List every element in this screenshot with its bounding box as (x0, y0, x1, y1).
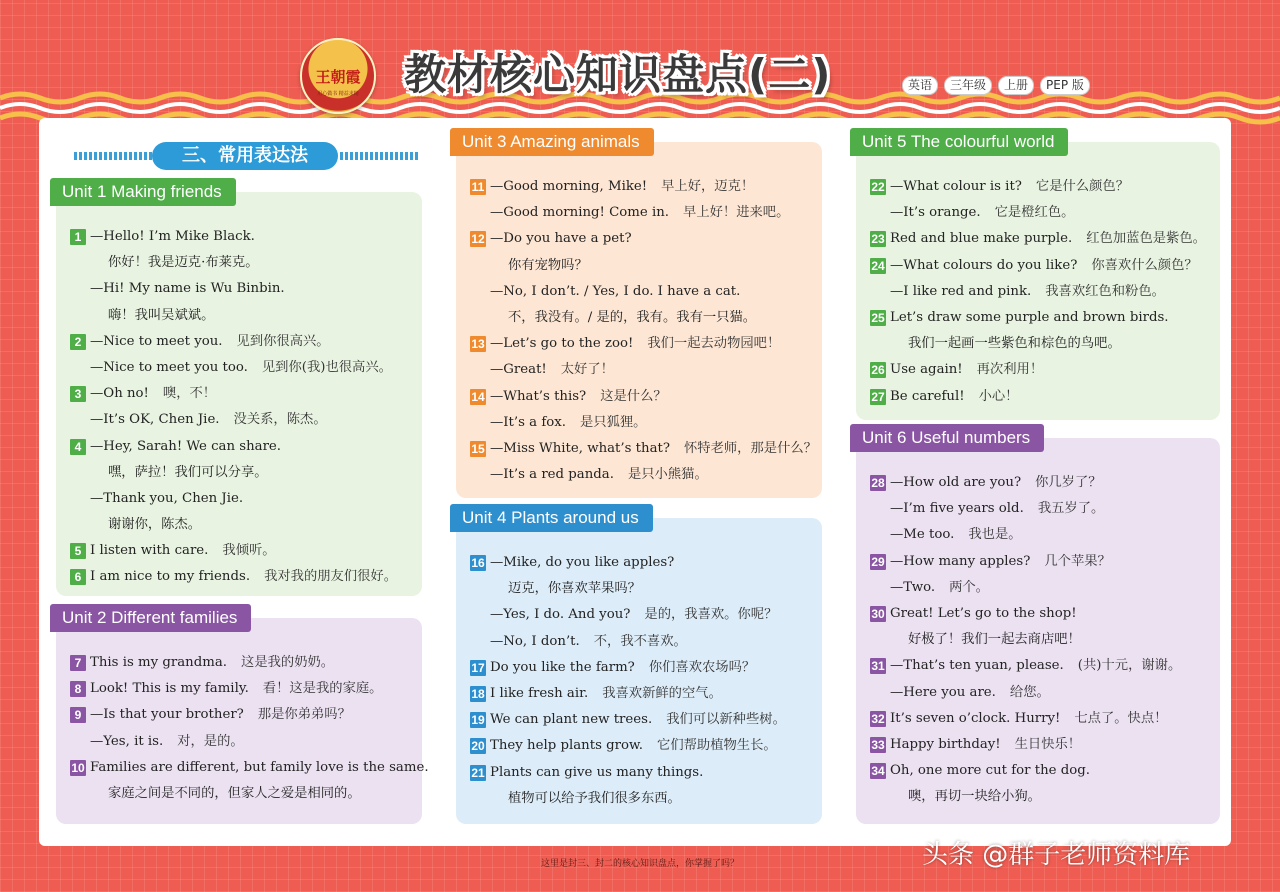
chinese-translation: 小心！ (978, 388, 1019, 404)
chinese-translation: (共)十元，谢谢。 (1077, 658, 1182, 674)
item-number-badge: 6 (70, 569, 86, 585)
chinese-translation: 见到你很高兴。 (236, 333, 330, 349)
item-number-badge: 9 (70, 707, 86, 723)
unit-3-box (456, 132, 822, 498)
footer-note: 这里是封三、封二的核心知识盘点，你掌握了吗？ (540, 859, 739, 869)
sentence-line (70, 407, 414, 433)
chinese-translation: 谢谢你，陈杰。 (108, 517, 202, 533)
english-sentence: I listen with care. (90, 543, 209, 559)
sentence-line (470, 436, 817, 462)
sentence-line (70, 303, 414, 329)
unit-2-lines (70, 650, 429, 807)
chinese-translation: 对，是的。 (177, 733, 244, 749)
english-sentence: We can plant new trees. (490, 712, 653, 728)
chinese-translation: 是的，我喜欢。你呢？ (644, 607, 778, 623)
chinese-translation: 我们一起去动物园吧！ (647, 336, 781, 352)
english-sentence: I like fresh air. (490, 685, 589, 701)
sentence-line (470, 384, 814, 410)
chinese-translation: 这是我的奶奶。 (241, 655, 335, 670)
sentence-line (870, 279, 1212, 305)
item-number-badge: 23 (871, 232, 885, 247)
sentence-line (70, 650, 414, 676)
unit-2-header: Unit 2 Different families (50, 604, 251, 632)
english-sentence: —Here you are. (890, 684, 996, 700)
english-sentence: —It’s a red panda. (490, 467, 614, 483)
english-sentence: —It’s OK, Chen Jie. (90, 412, 220, 428)
english-sentence: Use again! (890, 362, 963, 378)
chinese-translation: 你几岁了？ (1035, 475, 1102, 490)
english-sentence: Oh, one more cut for the dog. (890, 763, 1090, 779)
sentence-line (470, 279, 814, 305)
item-number-badge: 1 (70, 229, 86, 245)
unit-4-lines (470, 550, 814, 812)
english-sentence: Families are different, but family love is the same. (90, 759, 429, 775)
english-sentence: —Good morning, Mike! (490, 179, 648, 194)
sentence-line (70, 329, 414, 355)
sentence-line (470, 629, 814, 655)
sentence-line (870, 384, 1212, 410)
chinese-translation: 我倾听。 (222, 543, 276, 559)
item-number-badge: 27 (871, 389, 885, 404)
item-number-badge: 31 (871, 659, 885, 674)
item-number-badge: 14 (471, 389, 485, 404)
chinese-translation: 嗨！我叫吴斌斌。 (108, 307, 215, 323)
chinese-translation: 给您。 (1009, 684, 1050, 700)
logo-text: 王朝霞 (315, 68, 361, 86)
english-sentence: —Nice to meet you. (90, 333, 223, 349)
sentence-line (70, 355, 414, 381)
chinese-translation: 我也是。 (968, 527, 1022, 543)
item-number-badge: 25 (871, 310, 885, 325)
sentence-line (470, 357, 814, 383)
english-sentence: Do you like the farm? (490, 659, 635, 675)
english-sentence: —What colours do you like? (890, 257, 1078, 273)
item-number-badge: 18 (471, 686, 485, 701)
english-sentence: —Great! (490, 362, 547, 378)
sentence-line (70, 781, 414, 807)
sentence-line (70, 538, 414, 564)
english-sentence: —Hello! I’m Mike Black. (90, 229, 255, 244)
section-title-bar (74, 142, 414, 170)
english-sentence: Happy birthday! (890, 736, 1001, 752)
item-number-badge: 7 (70, 655, 86, 671)
english-sentence: —No, I don’t. (490, 633, 580, 649)
english-sentence: —Hi! My name is Wu Binbin. (90, 281, 285, 297)
unit-3-lines (470, 174, 817, 488)
english-sentence: —Nice to meet you too. (90, 359, 248, 375)
chinese-translation: 嘿，萨拉！我们可以分享。 (108, 464, 268, 480)
sentence-line (870, 357, 1212, 383)
english-sentence: This is my grandma. (90, 655, 228, 670)
english-sentence: —Mike, do you like apples? (490, 555, 675, 570)
chinese-translation: 它是什么颜色？ (1035, 179, 1129, 194)
chinese-translation: 你们喜欢农场吗？ (648, 659, 756, 675)
unit-1-header: Unit 1 Making friends (50, 178, 236, 206)
sentence-line (870, 653, 1212, 679)
sentence-line (870, 253, 1212, 279)
item-number-badge: 29 (871, 554, 885, 569)
sentence-line (870, 522, 1212, 548)
item-number-badge: 10 (71, 760, 85, 775)
chinese-translation: 两个。 (949, 579, 989, 595)
item-number-badge: 26 (871, 363, 885, 378)
english-sentence: —How old are you? (890, 475, 1022, 490)
grade-tag: 三年级 (944, 76, 992, 95)
sentence-line (70, 250, 414, 276)
subject-tags (902, 76, 1090, 95)
sentence-line (470, 760, 814, 786)
unit-4-header: Unit 4 Plants around us (450, 504, 653, 532)
unit-6-header: Unit 6 Useful numbers (850, 424, 1044, 452)
chinese-translation: 红色加蓝色是紫色。 (1086, 231, 1206, 247)
subject-tag: 英语 (902, 76, 938, 95)
sentence-line (470, 576, 814, 602)
sentence-line (870, 174, 1212, 200)
item-number-badge: 21 (471, 765, 485, 780)
sentence-line (870, 200, 1212, 226)
chinese-translation: 你有宠物吗？ (508, 257, 588, 273)
english-sentence: —Hey, Sarah! We can share. (90, 438, 282, 454)
chinese-translation: 太好了！ (560, 362, 614, 378)
chinese-translation: 家庭之间是不同的，但家人之爱是相同的。 (108, 785, 361, 801)
sentence-line (870, 601, 1212, 627)
sentence-line (70, 564, 414, 590)
english-sentence: —What’s this? (490, 388, 587, 404)
english-sentence: —Miss White, what’s that? (490, 440, 670, 456)
chinese-translation: 我对我的朋友们很好。 (264, 569, 398, 585)
sentence-line (70, 434, 414, 460)
unit-6-lines (870, 470, 1212, 810)
item-number-badge: 28 (871, 476, 885, 490)
english-sentence: —What colour is it? (890, 179, 1022, 194)
chinese-translation: 不，我不喜欢。 (593, 633, 687, 649)
english-sentence: —It’s a fox. (490, 414, 566, 430)
sentence-line (470, 410, 814, 436)
sentence-line (870, 496, 1212, 522)
chinese-translation: 是只狐狸。 (579, 414, 647, 430)
english-sentence: —It’s orange. (890, 205, 981, 221)
english-sentence: They help plants grow. (490, 738, 644, 754)
english-sentence: —Oh no! (90, 386, 149, 402)
english-sentence: I am nice to my friends. (90, 569, 251, 585)
sentence-line (70, 381, 414, 407)
sentence-line (70, 702, 414, 728)
sentence-line (70, 486, 414, 512)
item-number-badge: 16 (471, 556, 485, 570)
sentence-line (870, 226, 1212, 252)
chinese-translation: 没关系，陈杰。 (233, 412, 327, 428)
chinese-translation: 见到你(我)也很高兴。 (261, 359, 392, 375)
chinese-translation: 看！这是我的家庭。 (262, 681, 383, 697)
english-sentence: Plants can give us many things. (490, 764, 704, 780)
sentence-line (470, 253, 814, 279)
sentence-line (470, 707, 814, 733)
english-sentence: Look! This is my family. (90, 681, 249, 697)
chinese-translation: 你好！我是迈克·布莱克。 (108, 255, 259, 271)
page-title: 教材核心知识盘点(二) (404, 50, 832, 99)
item-number-badge: 20 (471, 739, 485, 754)
chinese-translation: 植物可以给予我们很多东西。 (508, 790, 681, 806)
sentence-line (870, 305, 1212, 331)
chinese-translation: 不，我没有。/ 是的，我有。我有一只猫。 (508, 309, 757, 325)
english-sentence: —Yes, it is. (90, 733, 164, 749)
sentence-line (870, 706, 1212, 732)
sentence-line (470, 681, 814, 707)
item-number-badge: 32 (871, 711, 885, 726)
item-number-badge: 11 (471, 180, 485, 194)
sentence-line (470, 733, 814, 759)
sentence-line (470, 462, 814, 488)
sentence-line (70, 224, 414, 250)
chinese-translation: 怀特老师，那是什么？ (684, 440, 817, 456)
unit-4-box (456, 508, 822, 824)
item-number-badge: 5 (70, 543, 86, 559)
unit-2-box (56, 608, 429, 824)
english-sentence: —I like red and pink. (890, 283, 1032, 299)
chinese-translation: 我五岁了。 (1037, 501, 1105, 517)
sentence-line (470, 174, 814, 200)
sentence-line (870, 732, 1212, 758)
sentence-line (870, 680, 1212, 706)
item-number-badge: 30 (871, 606, 885, 621)
chinese-translation: 几个苹果？ (1044, 553, 1111, 569)
item-number-badge: 19 (471, 713, 485, 728)
item-number-badge: 22 (871, 180, 885, 194)
english-sentence: Great! Let’s go to the shop! (890, 605, 1077, 621)
edition-tag: PEP 版 (1040, 76, 1090, 95)
sentence-line (470, 786, 814, 812)
english-sentence: Let’s draw some purple and brown birds. (890, 309, 1169, 325)
sentence-line (870, 331, 1212, 357)
chinese-translation: 它是橙红色。 (994, 205, 1075, 221)
chinese-translation: 我们一起画一些紫色和棕色的鸟吧。 (908, 336, 1121, 352)
english-sentence: Red and blue make purple. (890, 231, 1073, 247)
sentence-line (70, 729, 414, 755)
sentence-line (70, 460, 414, 486)
sentence-line (870, 575, 1212, 601)
item-number-badge: 33 (871, 737, 885, 752)
english-sentence: —Thank you, Chen Jie. (90, 490, 244, 506)
unit-1-box (56, 182, 422, 596)
chinese-translation: 生日快乐！ (1014, 736, 1082, 752)
english-sentence: —Me too. (890, 527, 955, 543)
section-dash-left (74, 152, 152, 160)
chinese-translation: 好极了！我们一起去商店吧！ (908, 632, 1081, 648)
section-title: 三、常用表达法 (152, 142, 338, 170)
sentence-line (470, 550, 814, 576)
item-number-badge: 4 (70, 439, 86, 455)
chinese-translation: 是只小熊猫。 (627, 467, 708, 483)
sentence-line (870, 758, 1212, 784)
item-number-badge: 3 (70, 386, 86, 402)
english-sentence: —Two. (890, 579, 936, 595)
english-sentence: —Do you have a pet? (490, 231, 632, 247)
unit-3-header: Unit 3 Amazing animals (450, 128, 654, 156)
unit-5-header: Unit 5 The colourful world (850, 128, 1068, 156)
item-number-badge: 34 (871, 764, 885, 779)
section-dash-right (340, 152, 418, 160)
chinese-translation: 我喜欢红色和粉色。 (1045, 283, 1165, 299)
item-number-badge: 12 (471, 232, 485, 247)
unit-6-box (856, 428, 1220, 824)
chinese-translation: 噢，不！ (162, 386, 217, 402)
sentence-line (470, 331, 814, 357)
sentence-line (870, 627, 1212, 653)
sentence-line (470, 305, 814, 331)
chinese-translation: 你喜欢什么颜色？ (1091, 257, 1198, 273)
item-number-badge: 8 (70, 681, 86, 697)
english-sentence: —How many apples? (890, 553, 1031, 569)
chinese-translation: 七点了。快点！ (1074, 710, 1168, 726)
english-sentence: —Let’s go to the zoo! (490, 336, 634, 352)
english-sentence: —No, I don’t. / Yes, I do. I have a cat. (490, 283, 741, 299)
unit-5-box (856, 132, 1220, 420)
chinese-translation: 早上好，迈克！ (661, 179, 755, 194)
volume-tag: 上册 (998, 76, 1034, 95)
item-number-badge: 24 (871, 258, 885, 273)
sentence-line (70, 676, 414, 702)
chinese-translation: 我们可以新种些树。 (666, 712, 786, 728)
sentence-line (870, 470, 1212, 496)
sentence-line (470, 200, 814, 226)
sentence-line (70, 512, 414, 538)
chinese-translation: 迈克，你喜欢苹果吗？ (508, 581, 641, 597)
sentence-line (870, 549, 1212, 575)
english-sentence: —Is that your brother? (90, 707, 244, 723)
sentence-line (470, 602, 814, 628)
english-sentence: —I’m five years old. (890, 501, 1024, 517)
english-sentence: —That’s ten yuan, please. (890, 658, 1064, 674)
publisher-logo (300, 38, 376, 114)
unit-1-lines (70, 224, 414, 591)
chinese-translation: 噢，再切一块给小狗。 (908, 789, 1041, 805)
chinese-translation: 我喜欢新鲜的空气。 (602, 685, 722, 701)
item-number-badge: 15 (471, 441, 485, 456)
english-sentence: —Good morning! Come in. (490, 205, 670, 221)
chinese-translation: 这是什么？ (600, 388, 667, 404)
english-sentence: —Yes, I do. And you? (490, 607, 631, 623)
sentence-line (470, 226, 814, 252)
sentence-line (70, 276, 414, 302)
unit-5-lines (870, 174, 1212, 410)
item-number-badge: 13 (471, 337, 485, 352)
sentence-line (70, 755, 429, 781)
chinese-translation: 它们帮助植物生长。 (657, 738, 777, 754)
watermark: 头条 @群子老师资料库 (922, 840, 1191, 870)
chinese-translation: 早上好！进来吧。 (683, 205, 790, 221)
english-sentence: It’s seven o’clock. Hurry! (890, 710, 1061, 726)
sentence-line (470, 655, 814, 681)
item-number-badge: 17 (471, 660, 485, 675)
logo-tagline: 用心做书 精益求精 (317, 91, 359, 97)
item-number-badge: 2 (70, 334, 86, 350)
sentence-line (870, 784, 1212, 810)
chinese-translation: 那是你弟弟吗？ (257, 707, 351, 723)
english-sentence: Be careful! (890, 388, 965, 404)
chinese-translation: 再次利用！ (976, 362, 1044, 378)
